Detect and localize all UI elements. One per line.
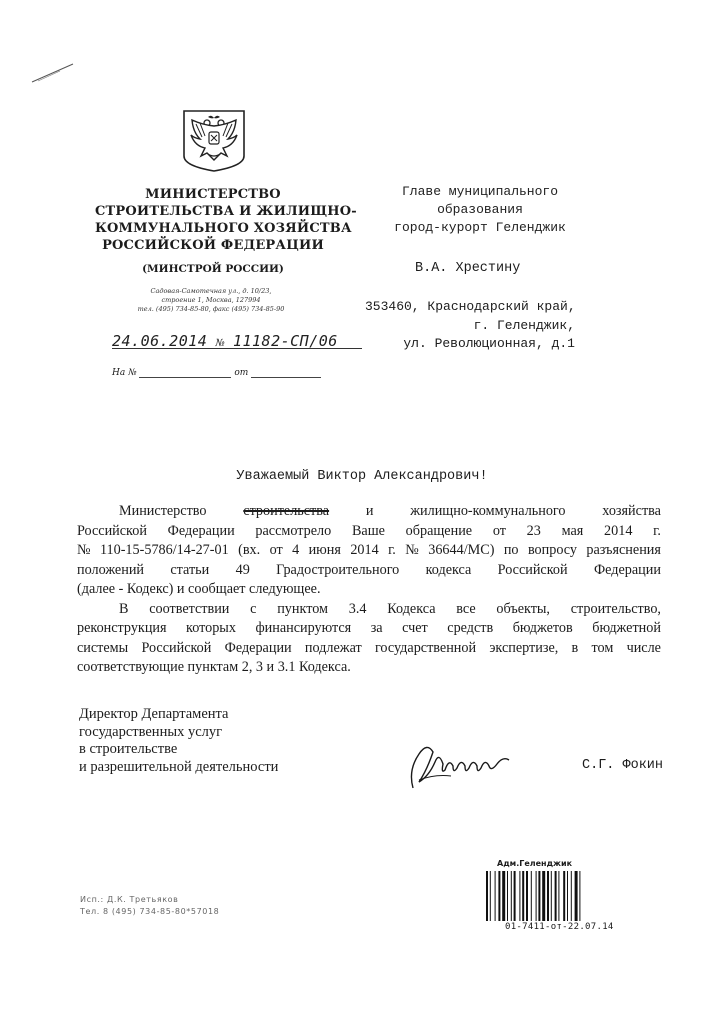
word: хозяйства (602, 503, 661, 519)
word: 110-15-5786/14-27-01 (99, 542, 229, 558)
executor-info (80, 894, 219, 918)
letter-date: 24.06.2014 (112, 332, 208, 350)
word: реконструкция (77, 620, 167, 636)
recipient-name: В.А. Хрестину (415, 261, 521, 276)
word: и (365, 503, 374, 519)
signatory-title-line: государственных услуг (79, 723, 223, 740)
barcode-bar (575, 871, 578, 921)
word: государственной (374, 639, 477, 656)
word: Ваше (351, 522, 385, 539)
word: бюджетной (592, 620, 661, 636)
word: числе (626, 639, 661, 656)
word: системы (77, 639, 129, 656)
word: счет (402, 620, 428, 636)
signatory-name: С.Г. Фокин (582, 758, 664, 773)
word: бюджетов (512, 620, 573, 636)
ref-number-label: На № (112, 368, 137, 378)
body-line (77, 580, 661, 600)
ref-date-blank (251, 369, 321, 378)
signatory-title (79, 706, 278, 776)
salutation: Уважаемый Виктор Александрович! (236, 469, 488, 484)
body-line (77, 639, 661, 659)
recipient-title-line: образования (437, 202, 523, 217)
handwritten-signature (405, 730, 515, 792)
word: экспертизе, (489, 639, 559, 656)
barcode-bar (555, 871, 557, 921)
word: от (269, 542, 283, 558)
word: по (503, 542, 519, 558)
word: подлежат (304, 639, 362, 656)
barcode-bar (579, 871, 580, 921)
body-line (77, 658, 661, 678)
body-line (77, 522, 661, 542)
word: объекты, (496, 600, 550, 617)
reference-line (112, 368, 321, 378)
barcode-bar (498, 871, 500, 921)
body-text-line: соответствующие пунктам 2, 3 и 3.1 Кодекса. (77, 659, 351, 675)
word: 3.4 (348, 600, 367, 617)
word: 36644/МС) (428, 542, 495, 558)
word: 2014 (604, 522, 633, 539)
ministry-name-line: МИНИСТЕРСТВО (145, 187, 281, 202)
coat-of-arms-icon (181, 108, 247, 174)
barcode-bar (538, 871, 540, 921)
word: Градостроительного (276, 561, 400, 578)
word: 49 (235, 561, 250, 578)
barcode-bar (563, 871, 565, 921)
ministry-name-line: РОССИЙСКОЙ ФЕДЕРАЦИИ (102, 238, 324, 253)
barcode-bar (502, 871, 505, 921)
word: № (77, 542, 91, 558)
barcode-bar (495, 871, 496, 921)
ref-from-label: от (234, 368, 249, 378)
word: 4 (292, 542, 300, 558)
word: Кодекса (387, 600, 436, 617)
recipient-address-line: 353460, Краснодарский край, (365, 299, 576, 314)
word: пунктом (277, 600, 329, 617)
ministry-short-name: (МИНСТРОЙ РОССИИ) (142, 263, 284, 275)
word: жилищно-коммунального (410, 503, 566, 519)
barcode-bar (522, 871, 524, 921)
word: средств (447, 620, 494, 636)
body-line (77, 619, 661, 639)
word: Федерации (224, 639, 292, 656)
barcode-bar (558, 871, 559, 921)
barcode-bar (531, 871, 532, 921)
word: Министерство (119, 503, 207, 519)
signatory-title-line: и разрешительной деятельности (79, 758, 279, 775)
barcode-bar (486, 871, 488, 921)
barcode-bar (519, 871, 520, 921)
address-line: Садовая-Самотечная ул., д. 10/23, (150, 287, 272, 295)
signatory-title-line: в строительстве (79, 741, 178, 757)
barcode-bar (536, 871, 537, 921)
word: В (119, 600, 129, 617)
barcode (484, 871, 616, 921)
number-label: № (215, 338, 225, 349)
barcode-bar (567, 871, 568, 921)
signatory-title-line: Директор Департамента (79, 706, 229, 722)
recipient-address (365, 298, 575, 354)
word: Российской (497, 561, 568, 578)
barcode-bar (571, 871, 572, 921)
pen-stroke-mark (30, 62, 75, 84)
word: статьи (170, 561, 210, 578)
address-line: тел. (495) 734-85-80, факс (495) 734-85-90 (137, 305, 285, 313)
word: положений (77, 561, 145, 578)
word: обращение (405, 522, 473, 539)
word: (вх. (238, 542, 261, 558)
stamp-label: Адм.Геленджик (497, 859, 573, 868)
recipient-address-line: г. Геленджик, (473, 317, 575, 333)
word: г. (653, 522, 661, 539)
barcode-bar (551, 871, 552, 921)
word: от (492, 522, 506, 539)
barcode-bar (490, 871, 491, 921)
letter-body (77, 502, 661, 678)
word: 23 (526, 522, 541, 539)
registration-underline (112, 348, 362, 349)
word: Российской (141, 639, 212, 656)
word: в (571, 639, 579, 656)
word: разъяснения (586, 542, 661, 558)
barcode-bar (507, 871, 508, 921)
letter-number: 11182-СП/06 (232, 332, 338, 350)
address-line: строение 1, Москва, 127994 (161, 296, 261, 304)
word: строительства (243, 503, 330, 519)
barcode-bar (542, 871, 545, 921)
body-line (77, 561, 661, 581)
ministry-name (95, 186, 357, 254)
word: строительство, (570, 600, 661, 617)
ref-number-blank (139, 369, 231, 378)
recipient-title (380, 183, 580, 237)
body-text-line: (далее - Кодекс) и сообщает следующее. (77, 581, 321, 597)
body-line (77, 600, 661, 620)
word: Федерации (167, 522, 235, 539)
ministry-address (121, 287, 301, 314)
ministry-name-line: КОММУНАЛЬНОГО ХОЗЯЙСТВА (95, 221, 352, 236)
barcode-bar (526, 871, 528, 921)
barcode-bar (514, 871, 516, 921)
word: вопросу (527, 542, 577, 558)
word: все (456, 600, 476, 617)
body-line (77, 541, 661, 561)
word: за (370, 620, 383, 636)
ministry-name-line: СТРОИТЕЛЬСТВА И ЖИЛИЩНО- (95, 204, 357, 219)
recipient-title-line: город-курорт Геленджик (394, 220, 566, 235)
word: г. (388, 542, 396, 558)
barcode-bar (511, 871, 512, 921)
executor-phone: Тел. 8 (495) 734-85-80*57018 (80, 907, 220, 916)
barcode-bar (547, 871, 549, 921)
word: с (250, 600, 257, 617)
word: № (405, 542, 419, 558)
word: Российской (77, 522, 147, 539)
word: том (591, 639, 614, 656)
word: июня (308, 542, 341, 558)
stamp-code: 01-7411-от-22.07.14 (505, 922, 614, 932)
recipient-title-line: Главе муниципального (401, 184, 559, 199)
word: соответствии (149, 600, 230, 617)
word: финансируются (255, 620, 352, 636)
word: которых (186, 620, 236, 636)
word: рассмотрело (255, 522, 332, 539)
executor-name: Исп.: Д.К. Третьяков (80, 895, 179, 904)
recipient-address-line: ул. Революционная, д.1 (403, 336, 575, 351)
body-line (77, 502, 661, 522)
word: Федерации (593, 561, 661, 578)
word: 2014 (350, 542, 379, 558)
word: мая (561, 522, 584, 539)
word: кодекса (425, 561, 472, 578)
